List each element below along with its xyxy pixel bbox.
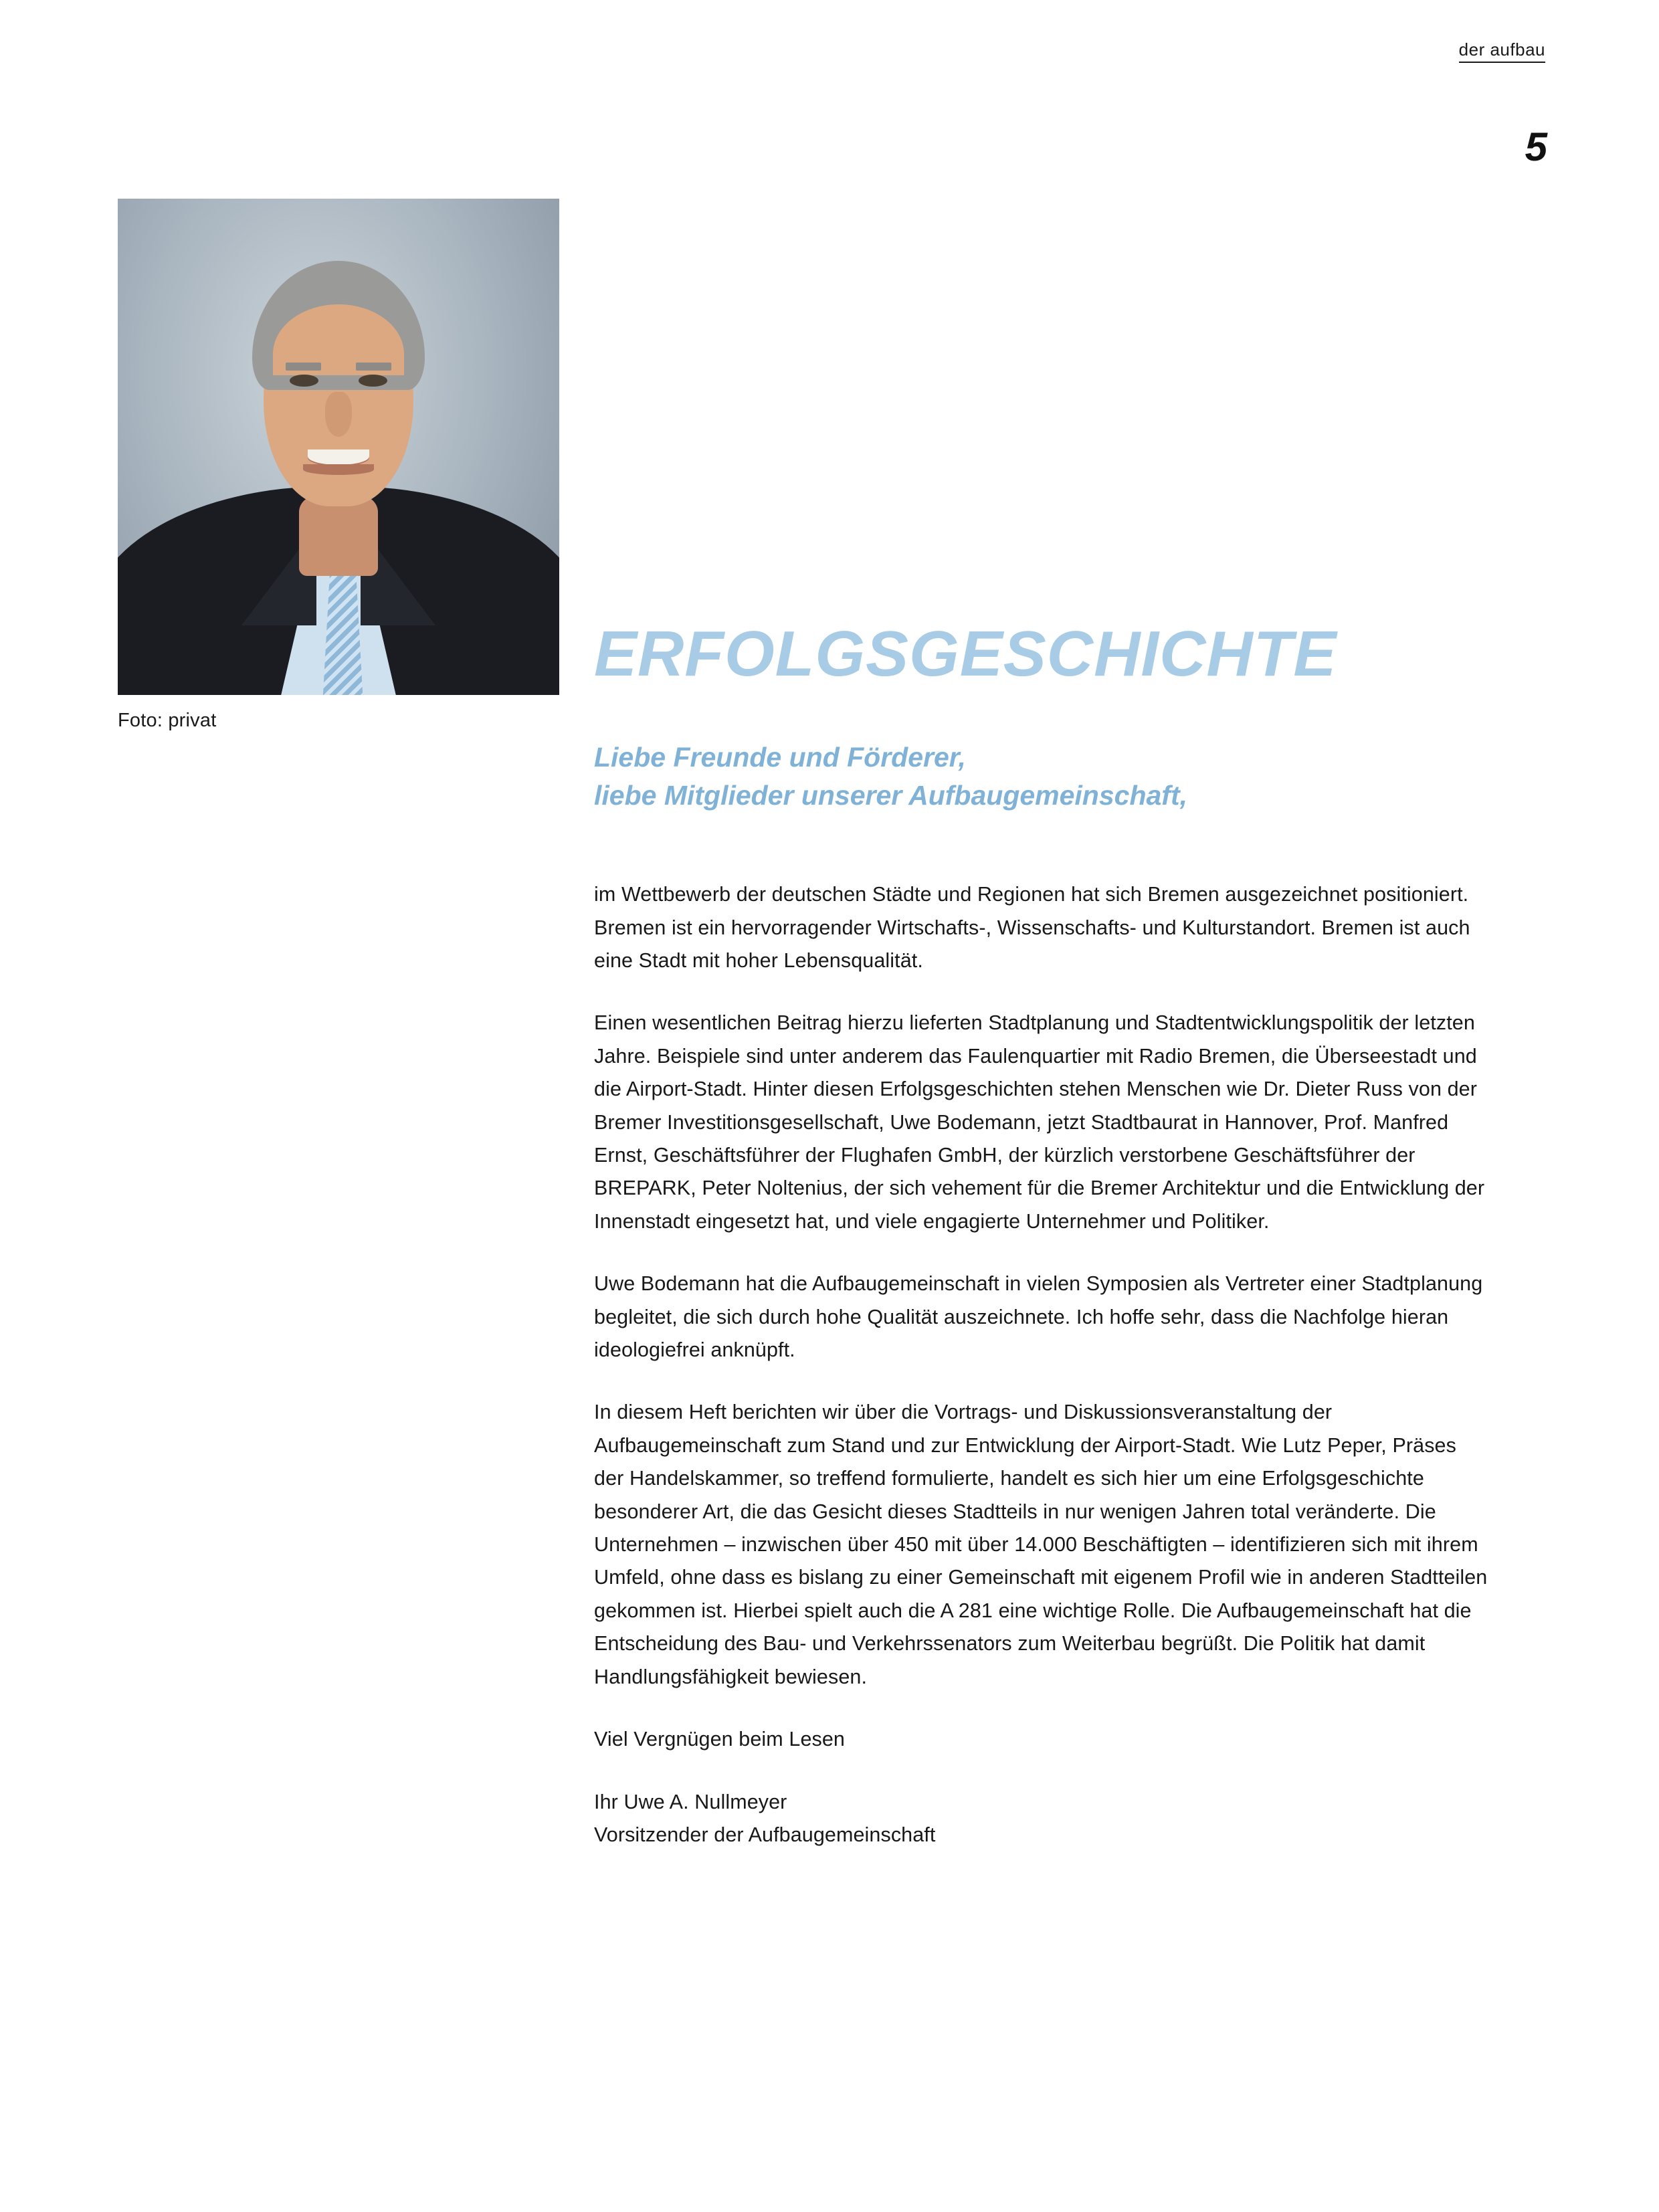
nose-shape — [325, 392, 352, 437]
salutation-line-2: liebe Mitglieder unserer Aufbaugemeinschaft, — [594, 779, 1188, 811]
eyebrow-right-shape — [356, 363, 391, 371]
signature-role: Vorsitzender der Aufbaugemeinschaft — [594, 1823, 936, 1846]
salutation — [594, 738, 1541, 814]
page-title: ERFOLGSGESCHICHTE — [594, 618, 1337, 690]
running-head: der aufbau — [1459, 40, 1545, 63]
body-text — [594, 878, 1490, 1851]
signature — [594, 1786, 1490, 1852]
signature-name: Ihr Uwe A. Nullmeyer — [594, 1790, 787, 1813]
eye-right-shape — [359, 375, 387, 387]
paragraph-3: Uwe Bodemann hat die Aufbaugemeinschaft in vielen Symposien als Vertreter einer Stadtplanung begleitet, die sich durch hohe Qualität auszeichnete. Ich hoffe sehr, dass die Nachfolge hieran ideologiefrei anknüpft. — [594, 1272, 1483, 1362]
paragraph-2: Einen wesentlichen Beitrag hierzu lieferten Stadtplanung und Stadtentwicklungspolitik der letzten Jahre. Beispiele sind unter anderem das Faulenquartier mit Radio Bremen, die Überseestadt und die Airport-Stadt. Hinter diesen Erfolgsgeschichten stehen Menschen wie Dr. Dieter Russ von der Bremer Investitionsgesellschaft, Uwe Bodemann, jetzt Stadtbaurat in Hannover, Prof. Manfred Ernst, Geschäftsführer der Flughafen GmbH, der kürzlich verstorbene Geschäftsführer der BREPARK, Peter Noltenius, der sich vehement für die Bremer Architektur und die Entwicklung der Innenstadt eingesetzt hat, und viele engagierte Unternehmer und Politiker. — [594, 1011, 1485, 1233]
paragraph-4: In diesem Heft berichten wir über die Vortrags- und Diskussionsveranstaltung der Aufbaugemeinschaft zum Stand und zur Entwicklung der Airport-Stadt. Wie Lutz Peper, Präses der Handelskammer, so treffend formulierte, handelt es sich hier um eine Erfolgsgeschichte besonderer Art, die das Gesicht dieses Stadtteils in nur wenigen Jahren total veränderte. Die Unternehmen – inzwischen über 450 mit über 14.000 Beschäftigten – identifizieren sich mit ihrem Umfeld, ohne dass es bislang zu einer Gemeinschaft mit eigenem Profil wie in anderen Stadtteilen gekommen ist. Hierbei spielt auch die A 281 eine wichtige Rolle. Die Aufbaugemeinschaft hat die Entscheidung des Bau- und Verkehrssenators zum Weiterbau begrüßt. Die Politik hat damit Handlungsfähigkeit bewiesen. — [594, 1401, 1488, 1688]
eyebrow-left-shape — [286, 363, 321, 371]
photo-block — [118, 199, 559, 732]
neck-shape — [299, 496, 379, 576]
photo-caption: Foto: privat — [118, 710, 217, 731]
paragraph-1: im Wettbewerb der deutschen Städte und Regionen hat sich Bremen ausgezeichnet positioniert. Bremen ist ein hervorragender Wirtschafts-, Wissenschafts- und Kulturstandort. Bremen ist auch eine Stadt mit hoher Lebensqualität. — [594, 883, 1470, 972]
article-content — [594, 618, 1541, 1881]
salutation-line-1: Liebe Freunde und Förderer, — [594, 742, 966, 773]
page-number: 5 — [1525, 124, 1547, 169]
portrait-photo — [118, 199, 559, 695]
paragraph-closing: Viel Vergnügen beim Lesen — [594, 1728, 845, 1751]
